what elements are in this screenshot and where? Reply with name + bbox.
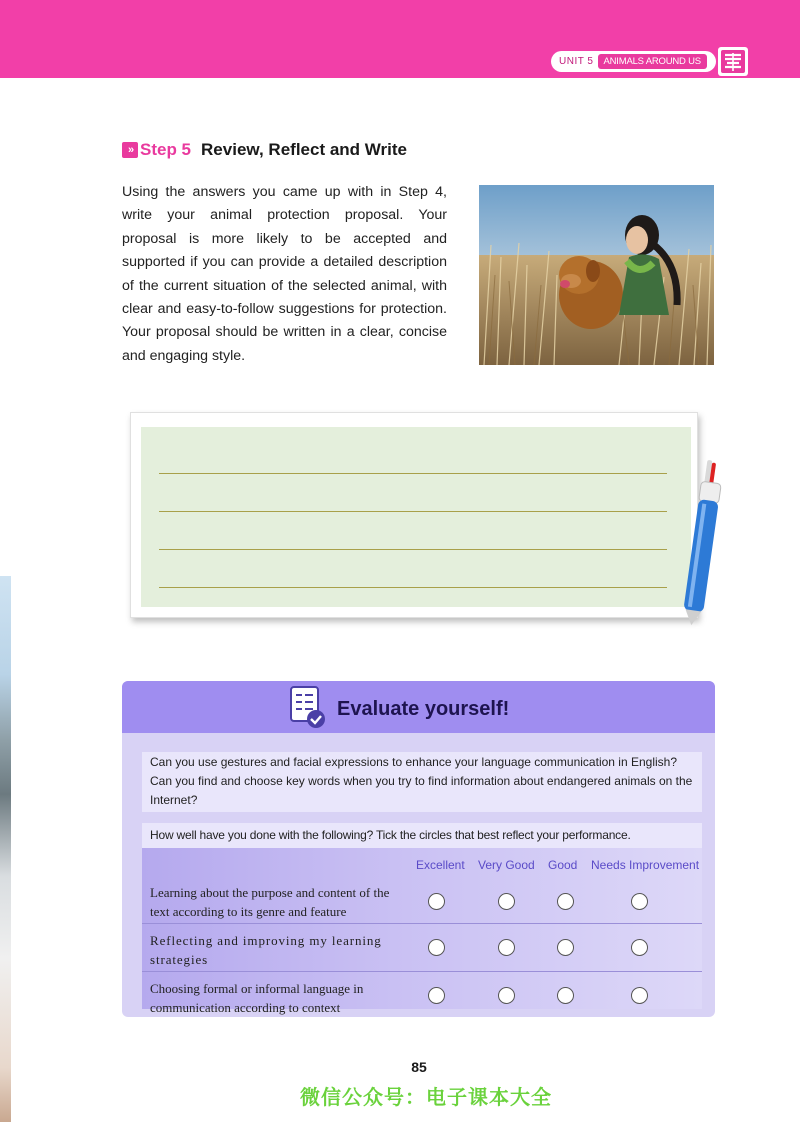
step-heading (122, 140, 407, 160)
rating-radio-needs-improvement[interactable] (631, 987, 648, 1004)
column-header-needs-improvement: Needs Improvement (591, 858, 700, 872)
step-number: Step 5 (140, 140, 192, 159)
rating-radio-excellent[interactable] (428, 939, 445, 956)
rating-radio-excellent[interactable] (428, 893, 445, 910)
side-photo-strip (0, 576, 11, 1122)
column-header-good: Good (548, 858, 578, 872)
rating-radio-very-good[interactable] (498, 939, 515, 956)
step-title: Review, Reflect and Write (201, 140, 407, 159)
checklist-icon (288, 685, 328, 729)
rating-radio-very-good[interactable] (498, 987, 515, 1004)
column-header-very-good: Very Good (478, 858, 535, 872)
question-item: Can you find and choose key words when you try to find information about endangered animals on the Internet? (150, 774, 693, 807)
rating-radio-good[interactable] (557, 893, 574, 910)
criterion-label: Learning about the purpose and content of the text according to its genre and feature (150, 885, 390, 919)
table-row (142, 924, 702, 972)
rating-radio-needs-improvement[interactable] (631, 893, 648, 910)
writing-line (159, 473, 667, 474)
criterion-label: Choosing formal or informal language in communication according to context (150, 981, 364, 1015)
page-number: 85 (411, 1059, 427, 1075)
question-item: Can you use gestures and facial expressions to enhance your language communication in English? (150, 755, 677, 769)
evaluation-panel (122, 681, 715, 1017)
writing-line (159, 549, 667, 550)
double-chevron-icon: » (122, 142, 138, 158)
table-row (142, 972, 702, 1017)
writing-card (130, 412, 698, 618)
evaluation-title: Evaluate yourself! (337, 698, 510, 720)
rating-radio-good[interactable] (557, 939, 574, 956)
self-evaluation-table (142, 848, 702, 1015)
step-instructions: Using the answers you came up with in Step 4, write your animal protection proposal. Your proposal is more likely to be accepted and supported if you can provide a detailed description of the current situation of the selected animal, with clear and easy-to-follow suggestions for protection. Your proposal should be written in a clear, concise and engaging style. (122, 184, 447, 364)
footer-watermark: 微信公众号：电子课本大全 (300, 1087, 552, 1109)
unit-badge (551, 51, 716, 72)
unit-name: ANIMALS AROUND US (598, 54, 707, 69)
evaluation-header (122, 681, 715, 733)
reflection-questions (142, 752, 702, 812)
writing-area[interactable] (141, 427, 691, 607)
evaluation-instruction: How well have you done with the following? Tick the circles that best reflect your performance. (142, 823, 702, 848)
pen-icon (678, 456, 728, 628)
rating-radio-excellent[interactable] (428, 987, 445, 1004)
unit-label: UNIT 5 (559, 56, 594, 67)
column-header-excellent: Excellent (416, 858, 465, 872)
table-row (142, 876, 702, 924)
rating-radio-very-good[interactable] (498, 893, 515, 910)
rating-radio-needs-improvement[interactable] (631, 939, 648, 956)
girl-with-dog-photo (479, 185, 714, 365)
criterion-label: Reflecting and improving my learning strategies (150, 933, 382, 967)
rating-radio-good[interactable] (557, 987, 574, 1004)
writing-line (159, 587, 667, 588)
writing-line (159, 511, 667, 512)
publisher-logo-icon (718, 47, 748, 76)
